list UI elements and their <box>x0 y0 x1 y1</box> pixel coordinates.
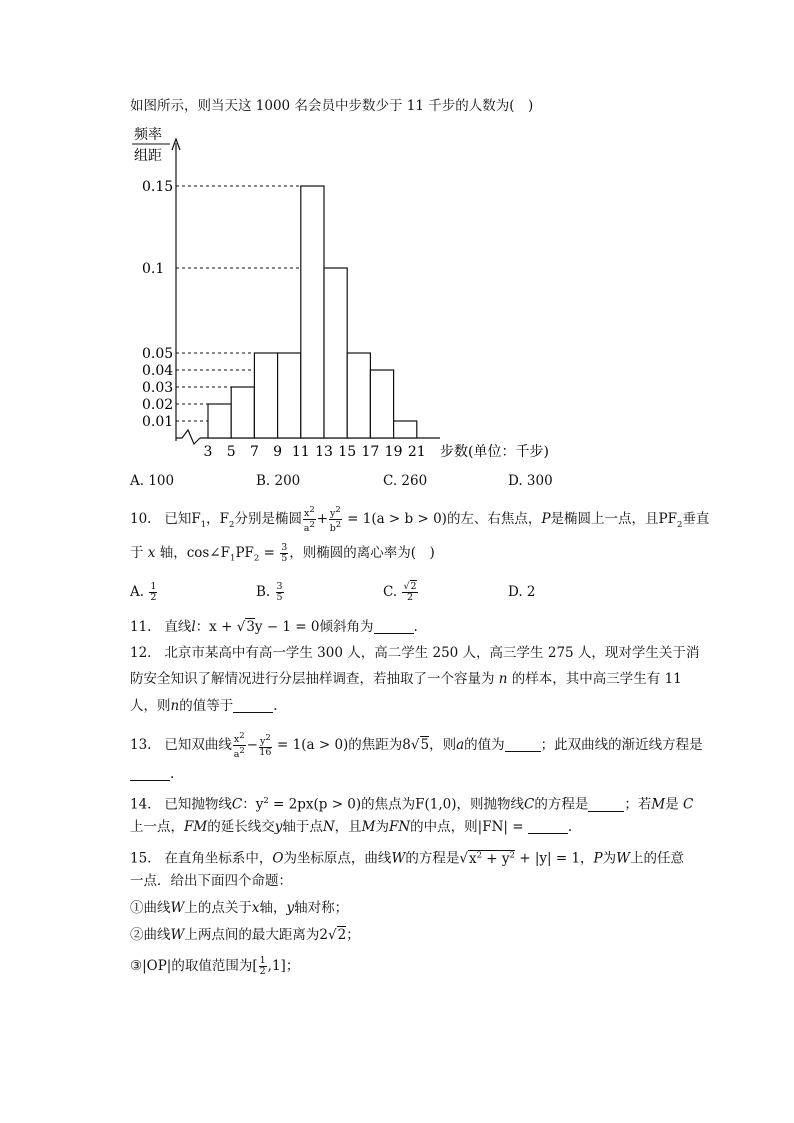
x-tick-label: 7 <box>249 444 259 460</box>
q14-line1: 14. 已知抛物线C：$y^2 = 2px(p > 0)$的焦点为F(1,0)，则抛物线C的方程是 ；若M是 C <box>130 796 694 813</box>
x-tick-label: 21 <box>407 444 426 460</box>
q14-line2: 上一点，FM的延长线交y轴于点N，且M为FN的中点，则|FN| = . <box>130 819 573 835</box>
histogram-bar <box>347 353 370 438</box>
y-tick-label: 0.01 <box>142 414 174 430</box>
cos-frac: $\frac{3}{5}$ <box>281 542 288 564</box>
q9-option-b: B. 200 <box>256 473 301 489</box>
x-tick-label: 11 <box>291 444 310 460</box>
y-tick-label: 0.02 <box>142 397 174 413</box>
answer-blank <box>130 766 170 781</box>
x-tick-label: 15 <box>338 444 357 460</box>
x-tick-label: 5 <box>226 444 236 460</box>
histogram-chart <box>0 118 794 498</box>
q13-line2: . <box>130 764 174 784</box>
histogram-bar <box>208 404 231 438</box>
q10-line1: 10. 已知$F_1$，$F_2$分别是椭圆 $\frac{x^2}{a^2}$ + $\frac{y^2}{b^2}$ = 1(a > b > 0)的左、右焦点，P是椭圆上一点，且$PF_2$垂直 <box>130 505 710 535</box>
axis-break-mark <box>176 430 200 444</box>
q15-line1: 15. 在直角坐标系中，O为坐标原点，曲线W的方程是$√x^2 + y^2 + |y| = 1$，P为W上的任意 <box>130 850 685 867</box>
y-label-bottom: 组距 <box>134 148 162 164</box>
histogram-bar <box>370 370 393 438</box>
y-tick-label: 0.15 <box>142 179 174 195</box>
q10-option-c: C. $\frac{√2}{2}$ <box>383 581 417 603</box>
x-axis-label: 步数(单位：千步) <box>440 444 549 460</box>
answer-blank <box>528 819 568 834</box>
q10-option-d: D. 2 <box>508 584 536 600</box>
x-tick-label: 19 <box>384 444 403 460</box>
q12-line1: 12. 北京市某高中有高一学生 300 人，高二学生 250 人，高三学生 275 人，现对学生关于消 <box>130 645 700 661</box>
x-tick-label: 3 <box>203 444 213 460</box>
answer-blank <box>374 619 414 634</box>
q11-line: 11. 直线l：x + √3y − 1 = 0倾斜角为 . <box>130 619 418 635</box>
y-tick-label: 0.03 <box>142 380 174 396</box>
q10-line2: 于 x 轴，$\cos\angle F_1PF_2$ = $\frac{3}{5}$ ，则椭圆的离心率为( ) <box>130 542 435 564</box>
q10-option-b: B. $\frac{3}{5}$ <box>256 581 283 603</box>
y-label-top: 频率 <box>134 127 162 143</box>
q15-line2: 一点．给出下面四个命题： <box>130 873 292 889</box>
histogram-bar <box>394 421 417 438</box>
q15-prop1: ①曲线W上的点关于x轴，y轴对称； <box>130 900 349 916</box>
ellipse-x-frac: $\frac{x^2}{a^2}$ <box>303 505 315 535</box>
q15-prop3: ③|OP|的取值范围为[ $\frac{1}{2}$ ,1]； <box>130 955 300 977</box>
q10-option-a: A. $\frac{1}{2}$ <box>130 581 157 603</box>
histogram-bar <box>254 353 277 438</box>
answer-blank <box>505 737 541 752</box>
histogram-bar <box>324 268 347 438</box>
q15-prop2: ②曲线W上两点间的最大距离为2√2； <box>130 927 360 943</box>
x-tick-label: 13 <box>315 444 333 460</box>
q9-option-a: A. 100 <box>130 473 175 489</box>
q9-stem: 如图所示，则当天这 1000 名会员中步数少于 11 千步的人数为( ) <box>130 98 534 114</box>
q12-line3: 人，则n的值等于 . <box>130 698 278 714</box>
answer-blank <box>588 797 624 812</box>
y-tick-label: 0.04 <box>142 363 174 379</box>
q13-line1: 13. 已知双曲线 $\frac{x^2}{a^2}$ − $\frac{y^2}{16}$ = 1(a > 0)的焦距为8√5，则a的值为 ；此双曲线的渐近线方程是 <box>130 731 703 761</box>
y-tick-label: 0.05 <box>142 346 174 362</box>
x-tick-label: 17 <box>361 444 380 460</box>
q9-option-d: D. 300 <box>508 473 553 489</box>
histogram-bar <box>278 353 301 438</box>
histogram-bar <box>301 186 324 438</box>
answer-blank <box>233 698 273 713</box>
y-tick-label: 0.1 <box>142 261 165 277</box>
histogram-bar <box>231 387 254 438</box>
ellipse-y-frac: $\frac{y^2}{b^2}$ <box>329 505 342 535</box>
q12-line2: 防安全知识了解情况进行分层抽样调查，若抽取了一个容量为 n 的样本，其中高三学生有 11 <box>130 671 682 687</box>
x-tick-label: 9 <box>273 444 283 460</box>
q9-option-c: C. 260 <box>383 473 428 489</box>
